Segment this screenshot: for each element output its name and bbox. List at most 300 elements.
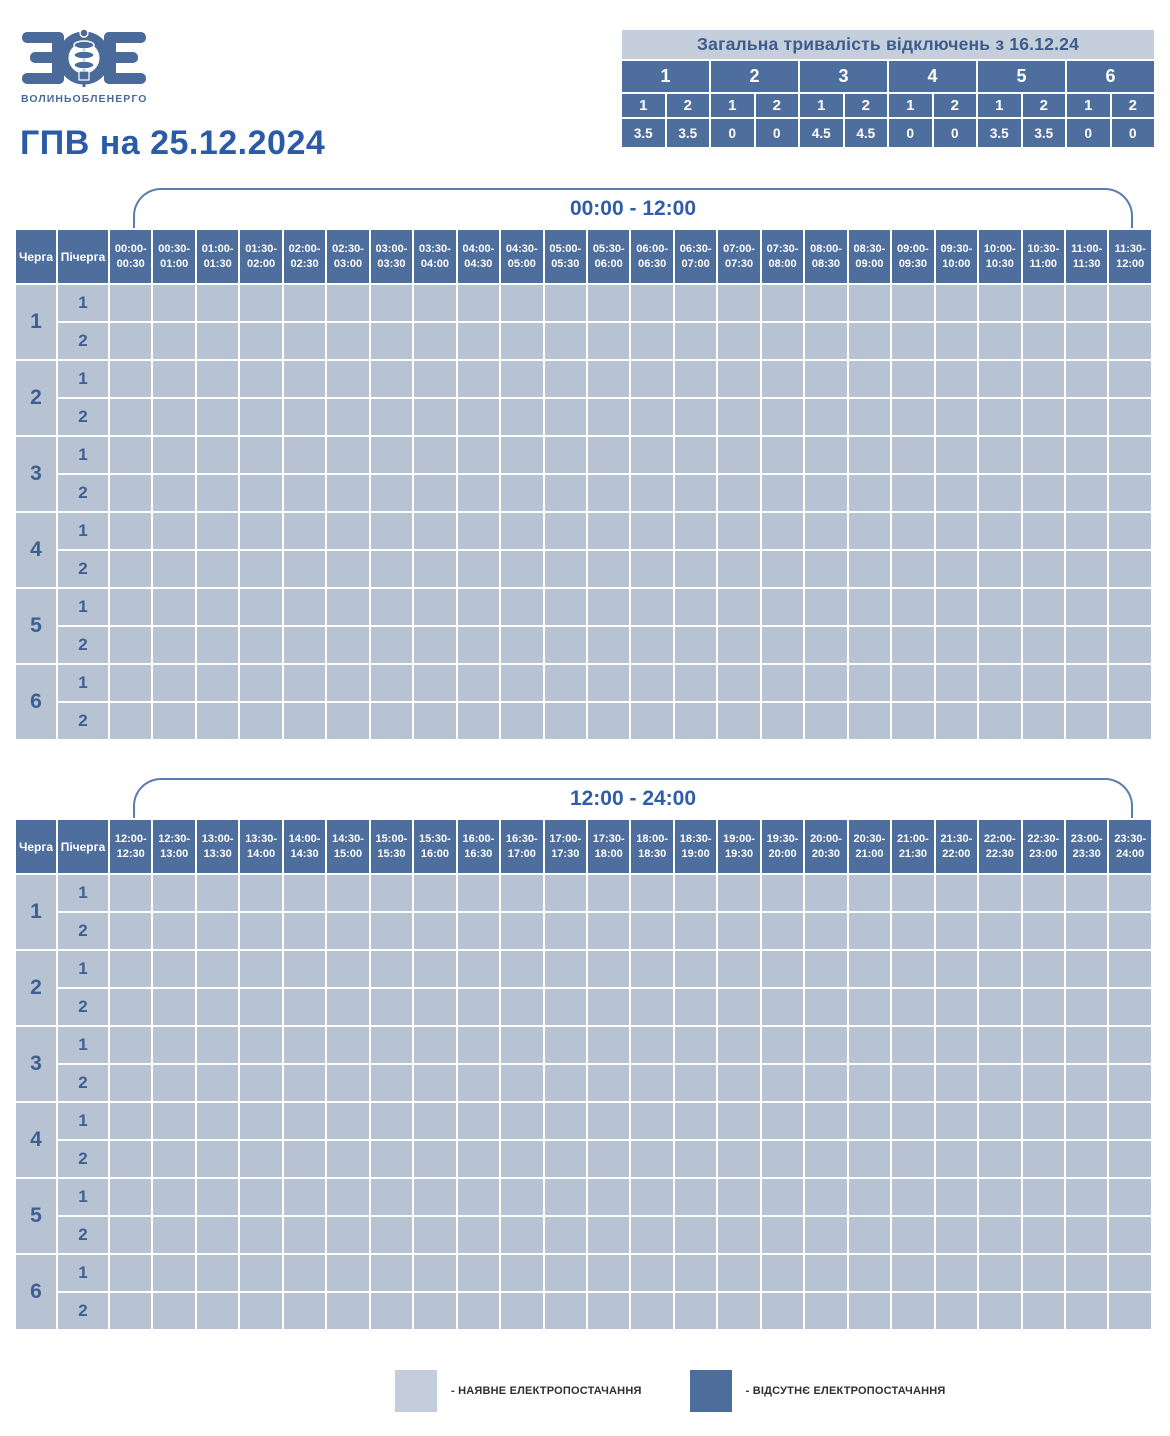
legend-available-label: - НАЯВНЕ ЕЛЕКТРОПОСТАЧАННЯ	[451, 1385, 642, 1397]
power-state-cell	[371, 551, 412, 587]
power-state-cell	[110, 1065, 151, 1101]
time-slot-header: 09:30- 10:00	[936, 230, 977, 283]
power-state-cell	[762, 323, 803, 359]
legend	[395, 1370, 946, 1412]
power-state-cell	[762, 361, 803, 397]
power-state-cell	[414, 989, 455, 1025]
power-state-cell	[762, 951, 803, 987]
power-state-cell	[240, 1027, 281, 1063]
summary-value-cell: 3.5	[1023, 119, 1066, 147]
power-state-cell	[718, 913, 759, 949]
power-state-cell	[1066, 989, 1107, 1025]
power-state-cell	[588, 875, 629, 911]
time-slot-header: 17:00- 17:30	[545, 820, 586, 873]
power-state-cell	[805, 437, 846, 473]
power-state-cell	[849, 627, 890, 663]
subqueue-number-cell: 2	[58, 1141, 108, 1177]
power-state-cell	[545, 589, 586, 625]
summary-value-cell: 4.5	[800, 119, 843, 147]
power-state-cell	[110, 1293, 151, 1329]
power-state-cell	[197, 475, 238, 511]
power-state-cell	[849, 589, 890, 625]
power-state-cell	[110, 399, 151, 435]
summary-group-cell: 4	[889, 61, 976, 92]
power-state-cell	[501, 361, 542, 397]
power-state-cell	[284, 913, 325, 949]
power-state-cell	[588, 1027, 629, 1063]
power-state-cell	[545, 665, 586, 701]
power-state-cell	[501, 913, 542, 949]
schedule-row	[16, 1217, 1151, 1253]
power-state-cell	[1109, 627, 1151, 663]
power-state-cell	[849, 1027, 890, 1063]
power-state-cell	[631, 1141, 672, 1177]
power-state-cell	[371, 951, 412, 987]
power-state-cell	[501, 1255, 542, 1291]
power-state-cell	[675, 703, 716, 739]
power-state-cell	[936, 361, 977, 397]
power-state-cell	[110, 627, 151, 663]
time-slot-header: 16:00- 16:30	[458, 820, 499, 873]
power-state-cell	[936, 627, 977, 663]
power-state-cell	[197, 951, 238, 987]
power-state-cell	[458, 475, 499, 511]
power-state-cell	[718, 437, 759, 473]
power-state-cell	[110, 703, 151, 739]
power-state-cell	[153, 475, 194, 511]
power-state-cell	[327, 589, 368, 625]
power-state-cell	[936, 665, 977, 701]
power-state-cell	[501, 513, 542, 549]
power-state-cell	[458, 1293, 499, 1329]
power-state-cell	[979, 1179, 1020, 1215]
power-state-cell	[153, 875, 194, 911]
power-state-cell	[1109, 665, 1151, 701]
power-state-cell	[197, 323, 238, 359]
queue-number-cell: 3	[16, 1027, 56, 1101]
power-state-cell	[240, 913, 281, 949]
time-slot-header: 21:30- 22:00	[936, 820, 977, 873]
power-state-cell	[1066, 1217, 1107, 1253]
power-state-cell	[892, 551, 933, 587]
summary-subgroup-cell: 2	[1023, 94, 1066, 117]
summary-value-cell: 3.5	[622, 119, 665, 147]
power-state-cell	[588, 513, 629, 549]
power-state-cell	[1109, 951, 1151, 987]
power-state-cell	[936, 589, 977, 625]
power-state-cell	[1023, 1255, 1064, 1291]
power-state-cell	[153, 361, 194, 397]
subqueue-number-cell: 2	[58, 1065, 108, 1101]
power-state-cell	[675, 1217, 716, 1253]
power-state-cell	[110, 589, 151, 625]
schedule-row	[16, 513, 1151, 549]
time-slot-header: 11:30- 12:00	[1109, 230, 1151, 283]
power-state-cell	[458, 1027, 499, 1063]
power-state-cell	[762, 1027, 803, 1063]
power-state-cell	[1109, 1217, 1151, 1253]
queue-number-cell: 5	[16, 589, 56, 663]
power-state-cell	[892, 1027, 933, 1063]
power-state-cell	[588, 323, 629, 359]
summary-subgroup-cell: 1	[622, 94, 665, 117]
power-state-cell	[979, 703, 1020, 739]
power-state-cell	[284, 1255, 325, 1291]
summary-value-cell: 3.5	[978, 119, 1021, 147]
power-state-cell	[805, 323, 846, 359]
time-slot-header: 22:30- 23:00	[1023, 820, 1064, 873]
subqueue-number-cell: 1	[58, 361, 108, 397]
power-state-cell	[849, 665, 890, 701]
power-state-cell	[197, 1065, 238, 1101]
power-state-cell	[1109, 1103, 1151, 1139]
power-state-cell	[545, 703, 586, 739]
power-state-cell	[371, 1179, 412, 1215]
power-state-cell	[545, 285, 586, 321]
power-state-cell	[458, 989, 499, 1025]
power-state-cell	[1066, 285, 1107, 321]
power-state-cell	[414, 1293, 455, 1329]
summary-value-cell: 3.5	[667, 119, 710, 147]
power-state-cell	[718, 1103, 759, 1139]
time-slot-header: 18:00- 18:30	[631, 820, 672, 873]
power-state-cell	[892, 1179, 933, 1215]
queue-number-cell: 5	[16, 1179, 56, 1253]
power-state-cell	[675, 1065, 716, 1101]
power-state-cell	[240, 1293, 281, 1329]
power-state-cell	[588, 399, 629, 435]
power-state-cell	[936, 1179, 977, 1215]
power-state-cell	[110, 437, 151, 473]
power-state-cell	[240, 551, 281, 587]
power-state-cell	[153, 1255, 194, 1291]
logo-letters-icon	[18, 26, 150, 108]
power-state-cell	[631, 361, 672, 397]
power-state-cell	[979, 285, 1020, 321]
power-state-cell	[197, 989, 238, 1025]
header-row	[16, 230, 1151, 283]
power-state-cell	[371, 875, 412, 911]
power-state-cell	[110, 989, 151, 1025]
power-state-cell	[284, 703, 325, 739]
power-state-cell	[545, 1255, 586, 1291]
power-state-cell	[327, 1255, 368, 1291]
power-state-cell	[936, 989, 977, 1025]
power-state-cell	[458, 551, 499, 587]
power-state-cell	[110, 1027, 151, 1063]
queue-number-cell: 4	[16, 1103, 56, 1177]
time-slot-header: 01:00- 01:30	[197, 230, 238, 283]
time-slot-header: 07:30- 08:00	[762, 230, 803, 283]
summary-table	[620, 28, 1156, 149]
power-state-cell	[805, 1141, 846, 1177]
schedule-row	[16, 1255, 1151, 1291]
power-state-cell	[458, 1179, 499, 1215]
power-state-cell	[240, 437, 281, 473]
page-title: ГПВ на 25.12.2024	[20, 124, 326, 162]
power-state-cell	[414, 323, 455, 359]
power-state-cell	[805, 361, 846, 397]
power-state-cell	[1023, 551, 1064, 587]
power-state-cell	[371, 1103, 412, 1139]
legend-item-absent	[690, 1370, 946, 1412]
time-slot-header: 20:30- 21:00	[849, 820, 890, 873]
power-state-cell	[936, 1141, 977, 1177]
power-state-cell	[371, 1293, 412, 1329]
power-state-cell	[849, 1103, 890, 1139]
time-slot-header: 00:30- 01:00	[153, 230, 194, 283]
power-state-cell	[979, 437, 1020, 473]
time-slot-header: 06:00- 06:30	[631, 230, 672, 283]
power-state-cell	[240, 875, 281, 911]
power-state-cell	[1109, 913, 1151, 949]
power-state-cell	[675, 989, 716, 1025]
time-slot-header: 12:00- 12:30	[110, 820, 151, 873]
power-state-cell	[892, 951, 933, 987]
power-state-cell	[675, 875, 716, 911]
power-state-cell	[414, 589, 455, 625]
power-state-cell	[979, 989, 1020, 1025]
power-state-cell	[327, 437, 368, 473]
power-state-cell	[631, 475, 672, 511]
power-state-cell	[1109, 875, 1151, 911]
power-state-cell	[979, 399, 1020, 435]
power-state-cell	[892, 875, 933, 911]
power-state-cell	[936, 703, 977, 739]
power-state-cell	[240, 589, 281, 625]
queue-header: Черга	[16, 820, 56, 873]
power-state-cell	[1066, 1027, 1107, 1063]
subqueue-number-cell: 2	[58, 399, 108, 435]
schedule-row	[16, 951, 1151, 987]
power-state-cell	[284, 875, 325, 911]
power-state-cell	[675, 551, 716, 587]
summary-value-cell: 0	[1067, 119, 1110, 147]
power-state-cell	[371, 399, 412, 435]
power-state-cell	[197, 913, 238, 949]
power-state-cell	[153, 1065, 194, 1101]
power-state-cell	[284, 551, 325, 587]
power-state-cell	[805, 1065, 846, 1101]
power-state-cell	[545, 399, 586, 435]
power-state-cell	[153, 1217, 194, 1253]
power-state-cell	[284, 1141, 325, 1177]
power-state-cell	[240, 665, 281, 701]
power-state-cell	[458, 1141, 499, 1177]
power-state-cell	[936, 951, 977, 987]
summary-value-cell: 0	[934, 119, 977, 147]
schedule-row	[16, 665, 1151, 701]
power-state-cell	[240, 361, 281, 397]
power-state-cell	[153, 551, 194, 587]
power-state-cell	[458, 361, 499, 397]
power-state-cell	[718, 1293, 759, 1329]
power-state-cell	[501, 1103, 542, 1139]
power-state-cell	[718, 951, 759, 987]
power-state-cell	[718, 1217, 759, 1253]
power-state-cell	[979, 551, 1020, 587]
power-state-cell	[1109, 1293, 1151, 1329]
power-state-cell	[240, 475, 281, 511]
power-state-cell	[1109, 1027, 1151, 1063]
power-state-cell	[936, 551, 977, 587]
schedule-row	[16, 627, 1151, 663]
power-state-cell	[327, 627, 368, 663]
power-state-cell	[979, 589, 1020, 625]
subqueue-number-cell: 1	[58, 589, 108, 625]
power-state-cell	[936, 285, 977, 321]
power-state-cell	[631, 665, 672, 701]
power-state-cell	[545, 875, 586, 911]
power-state-cell	[1023, 665, 1064, 701]
power-state-cell	[588, 989, 629, 1025]
time-slot-header: 03:00- 03:30	[371, 230, 412, 283]
subqueue-number-cell: 2	[58, 627, 108, 663]
power-state-cell	[414, 665, 455, 701]
power-state-cell	[1023, 1103, 1064, 1139]
power-state-cell	[892, 1103, 933, 1139]
power-state-cell	[588, 285, 629, 321]
power-state-cell	[892, 513, 933, 549]
power-state-cell	[588, 1179, 629, 1215]
power-state-cell	[284, 437, 325, 473]
power-state-cell	[675, 1141, 716, 1177]
power-state-cell	[327, 913, 368, 949]
power-state-cell	[153, 665, 194, 701]
power-state-cell	[240, 703, 281, 739]
power-state-cell	[762, 627, 803, 663]
power-state-cell	[892, 665, 933, 701]
power-state-cell	[762, 913, 803, 949]
power-state-cell	[936, 1217, 977, 1253]
power-state-cell	[458, 1255, 499, 1291]
summary-title-row	[622, 30, 1154, 59]
power-state-cell	[1066, 1255, 1107, 1291]
power-state-cell	[936, 1293, 977, 1329]
power-state-cell	[1066, 437, 1107, 473]
power-state-cell	[458, 399, 499, 435]
schedule-row	[16, 361, 1151, 397]
power-state-cell	[718, 989, 759, 1025]
queue-number-cell: 2	[16, 951, 56, 1025]
power-state-cell	[284, 665, 325, 701]
power-state-cell	[631, 1293, 672, 1329]
schedule-row	[16, 1027, 1151, 1063]
power-state-cell	[849, 1293, 890, 1329]
power-state-cell	[631, 285, 672, 321]
schedule-row	[16, 285, 1151, 321]
power-state-cell	[631, 513, 672, 549]
power-state-cell	[153, 913, 194, 949]
power-state-cell	[805, 1103, 846, 1139]
power-state-cell	[153, 285, 194, 321]
power-state-cell	[371, 323, 412, 359]
subqueue-number-cell: 2	[58, 1293, 108, 1329]
schedule-table-morning	[14, 228, 1153, 741]
power-state-cell	[371, 437, 412, 473]
power-state-cell	[805, 1255, 846, 1291]
power-state-cell	[545, 951, 586, 987]
power-state-cell	[545, 913, 586, 949]
power-state-cell	[501, 627, 542, 663]
power-state-cell	[936, 437, 977, 473]
power-state-cell	[545, 361, 586, 397]
schedule-row	[16, 875, 1151, 911]
power-state-cell	[1109, 437, 1151, 473]
power-state-cell	[718, 475, 759, 511]
power-state-cell	[849, 913, 890, 949]
power-state-cell	[284, 1065, 325, 1101]
power-state-cell	[718, 1027, 759, 1063]
power-state-cell	[284, 513, 325, 549]
power-state-cell	[284, 399, 325, 435]
power-state-cell	[762, 551, 803, 587]
power-state-cell	[979, 951, 1020, 987]
summary-subgroup-cell: 1	[889, 94, 932, 117]
power-state-cell	[1109, 475, 1151, 511]
legend-absent-label: - ВІДСУТНЄ ЕЛЕКТРОПОСТАЧАННЯ	[745, 1385, 946, 1397]
power-state-cell	[371, 703, 412, 739]
power-state-cell	[371, 913, 412, 949]
power-state-cell	[979, 1027, 1020, 1063]
summary-subgroups-row	[622, 94, 1154, 117]
power-state-cell	[979, 1293, 1020, 1329]
power-state-cell	[805, 589, 846, 625]
time-slot-header: 19:30- 20:00	[762, 820, 803, 873]
summary-values-row	[622, 119, 1154, 147]
power-state-cell	[197, 285, 238, 321]
power-state-cell	[501, 323, 542, 359]
power-state-cell	[414, 361, 455, 397]
power-state-cell	[631, 627, 672, 663]
power-state-cell	[631, 551, 672, 587]
power-state-cell	[762, 665, 803, 701]
power-state-cell	[371, 1065, 412, 1101]
time-slot-header: 11:00- 11:30	[1066, 230, 1107, 283]
power-state-cell	[588, 913, 629, 949]
power-state-cell	[936, 913, 977, 949]
power-state-cell	[458, 1103, 499, 1139]
power-state-cell	[414, 399, 455, 435]
power-state-cell	[631, 323, 672, 359]
power-state-cell	[805, 399, 846, 435]
power-state-cell	[110, 475, 151, 511]
power-state-cell	[718, 513, 759, 549]
power-state-cell	[718, 703, 759, 739]
summary-subgroup-cell: 2	[756, 94, 799, 117]
power-state-cell	[240, 1179, 281, 1215]
power-state-cell	[371, 513, 412, 549]
power-state-cell	[240, 951, 281, 987]
power-state-cell	[153, 437, 194, 473]
subqueue-header: Пічерга	[58, 820, 108, 873]
power-state-cell	[110, 951, 151, 987]
power-state-cell	[1109, 1255, 1151, 1291]
company-logo	[18, 26, 168, 113]
power-state-cell	[327, 551, 368, 587]
subqueue-number-cell: 1	[58, 1027, 108, 1063]
power-state-cell	[805, 1027, 846, 1063]
power-state-cell	[1023, 589, 1064, 625]
power-state-cell	[153, 1293, 194, 1329]
power-state-cell	[979, 1065, 1020, 1101]
power-state-cell	[371, 361, 412, 397]
power-state-cell	[936, 875, 977, 911]
power-state-cell	[284, 1179, 325, 1215]
power-state-cell	[1109, 513, 1151, 549]
power-state-cell	[110, 1217, 151, 1253]
power-state-cell	[110, 1179, 151, 1215]
